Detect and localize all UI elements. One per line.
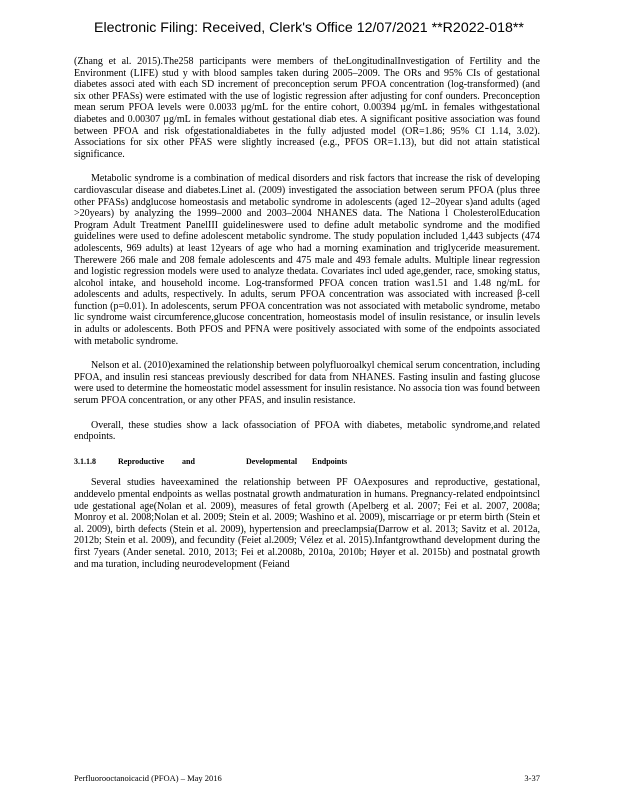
section-heading xyxy=(74,456,540,468)
paragraph-overall-summary: Overall, these studies show a lack ofassociation of PFOA with diabetes, metabolic syndrome,and related endpoints. xyxy=(74,419,540,443)
paragraph-reproductive-endpoints: Several studies haveexamined the relationship between PF OAexposures and reproductive, gestational, anddevelo pmental endpoints as wellas postnatal growth andmaturation in humans. Pregnancy-related endpointsincl ude gestational age(Nolan et al. 2009), measures of fetal growth (Apelberg et al. 2007; Fei et al. 2007, 2008a; Monroy et al. 2008;Nolan et al. 2009; Stein et al. 2009; Washino et al. 2009), miscarriage or pr eterm birth (Stein et al. 2009), birth defects (Stein et al. 2009), hypertension and preeclampsia(Darrow et al. 2013; Savitz et al. 2012a, 2012b; Stein et al. 2009), and fecundity (Feiet al.2009; Vélez et al. 2015).Infantgrowthand development during the first 7years (Ander senetal. 2010, 2013; Fei et al.2008b, 2010a, 2010b; Høyer et al. 2015b) and postnatal growth and ma turation, including neurodevelopment (Feiand xyxy=(74,477,540,570)
footer-document-title: Perfluorooctanoicacid (PFOA) – May 2016 xyxy=(74,773,222,783)
paragraph-nelson-study: Nelson et al. (2010)examined the relationship between polyfluoroalkyl chemical serum concentration, including PFOA, and insulin resi stanceas previously described for data from NHANES. Fasting insulin and fasting glucose were used to determine the homeostatic model assessment for insulin resistance. No associa tion was found between serum PFOA concentration, or any other PFAS, and insulin resistance. xyxy=(74,360,540,407)
section-title-word: and xyxy=(182,456,195,466)
document-body xyxy=(74,56,540,583)
paragraph-zhang-study: (Zhang et al. 2015).The258 participants were members of theLongitudinalInvestigation of Fertility and the Environment (LIFE) stud y with blood samples taken during 2005–2009. The ORs and 95% CIs of gestational diabetes associ ated with each SD increment of preconception serum PFOA concentration (log-transformed) (and six other PFASs) were estimated with the use of logistic regression after adjusting for conf ounders. Preconception mean serum PFOA levels were 0.0033 µg/mL for the entire cohort, 0.00394 µg/mL in females withgestational diabetes and 0.00307 µg/mL in females without gestational diab etes. A significant positive association was found between PFOA and risk ofgestationaldiabetes in the fully adjusted model (OR=1.86; 95% CI 1.14, 3.02). Associations for six other PFAS were slightly increased (e.g., PFOS OR=1.13), but did not attain statistical significance. xyxy=(74,56,540,160)
section-title-word: Reproductive xyxy=(118,456,165,466)
section-title-word: Endpoints xyxy=(312,456,348,466)
page-number: 3-37 xyxy=(524,773,540,783)
filing-stamp: Electronic Filing: Received, Clerk's Office 12/07/2021 **R2022-018** xyxy=(94,20,524,36)
section-title-word: Developmental xyxy=(246,456,298,466)
paragraph-metabolic-syndrome: Metabolic syndrome is a combination of medical disorders and risk factors that increase the risk of developing cardiovascular disease and diabetes.Linet al. (2009) investigated the association between serum PFOA (plus three other PFASs) andglucose homeostasis and metabolic syndrome in adolescents (aged 12–20year s)and adults (aged >20years) by analyzing the 1999–2000 and 2003–2004 NHANES data. The Nationa l CholesterolEducation Program Adult Treatment PanelIII guidelineswere used to define adult metabolic syndrome and the modified guidelines were used to define adolescent metabolic syndrome. The study population included 1,443 subjects (474 adolescents, 969 adults) at least 12years of age who had a morning examination and triglyceride measurement. Therewere 266 male and 208 female adolescents and 475 male and 493 female adults. Multiple linear regression and logistic regression models were used to analyze thedata. Covariates incl uded age,gender, race, smoking status, alcohol intake, and household income. Log-transformed PFOA concen tration was1.51 and 1.48 ng/mL for adolescents and adults, respectively. In adults, serum PFOA concentration was associated with increased β-cell function (p=0.01). In adolescents, serum PFOA concentration was not associated with metabolic syndrome, metabo lic syndrome waist circumference,glucose concentration, homeostasis model of insulin resistance, or insulin levels in adults or adolescents. Both PFOS and PFNA were positively associated with some of the endpoints associated with metabolic syndrome. xyxy=(74,173,540,347)
section-number: 3.1.1.8 xyxy=(74,456,96,466)
